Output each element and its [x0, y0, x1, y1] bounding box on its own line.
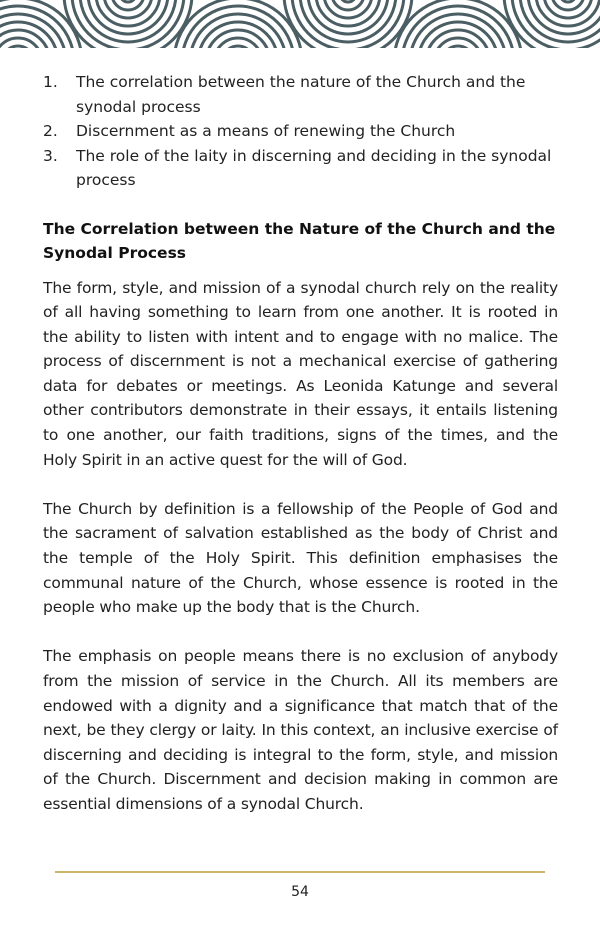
- wave-arc: [300, 0, 396, 42]
- page-content: [43, 70, 558, 841]
- wave-arc: [560, 0, 576, 2]
- list-item: [43, 144, 558, 193]
- wave-arc: [2, 46, 34, 48]
- section-heading: The Correlation between the Nature of the Church and the Synodal Process: [43, 219, 556, 262]
- wave-arcs-icon: [0, 0, 600, 48]
- body-paragraph: The emphasis on people means there is no exclusion of anybody from the mission of service in the Church. All its members are endowed with a dignity and a significance that match that of the next, be they clergy or laity. In this context, an inclusive exercise of discerning and deciding is integral to the form, style, and mission of the Church. Discernment and decision making in common are essential dimensions of a synodal Church.: [43, 647, 558, 813]
- page-number: 54: [291, 884, 309, 900]
- list-item-number: 2.: [43, 122, 58, 140]
- list-item-text: Discernment as a means of renewing the Church: [76, 122, 456, 140]
- list-item: [43, 119, 558, 144]
- list-item: [43, 70, 558, 119]
- list-item-number: 1.: [43, 73, 58, 91]
- body-paragraph: The Church by definition is a fellowship of the People of God and the sacrament of salvation established as the body of Christ and the temple of the Holy Spirit. This definition emphasises the communal nature of the Church, whose essence is rooted in the people who make up the body that is the Church.: [43, 499, 558, 617]
- wave-arc: [340, 0, 356, 2]
- topic-list: [43, 70, 558, 193]
- wave-arc: [442, 46, 474, 48]
- header-wave-decoration: [0, 0, 600, 48]
- list-item-text: The correlation between the nature of the Church and the synodal process: [76, 73, 526, 116]
- wave-arc: [80, 0, 176, 42]
- wave-arc: [120, 0, 136, 2]
- wave-arc: [222, 46, 254, 48]
- body-paragraph: The form, style, and mission of a synodal church rely on the reality of all having something to learn from one another. It is rooted in the ability to listen with intent and to engage with no malice. The process of discernment is not a mechanical exercise of gathering data for debates or meetings. As Leonida Katunge and several other contributors demonstrate in their essays, it entails listening to one another, our faith traditions, signs of the times, and the Holy Spirit in an active quest for the will of God.: [43, 278, 558, 469]
- list-item-text: The role of the laity in discerning and deciding in the synodal process: [76, 146, 552, 189]
- footer-rule: [55, 871, 545, 873]
- list-item-number: 3.: [43, 146, 58, 165]
